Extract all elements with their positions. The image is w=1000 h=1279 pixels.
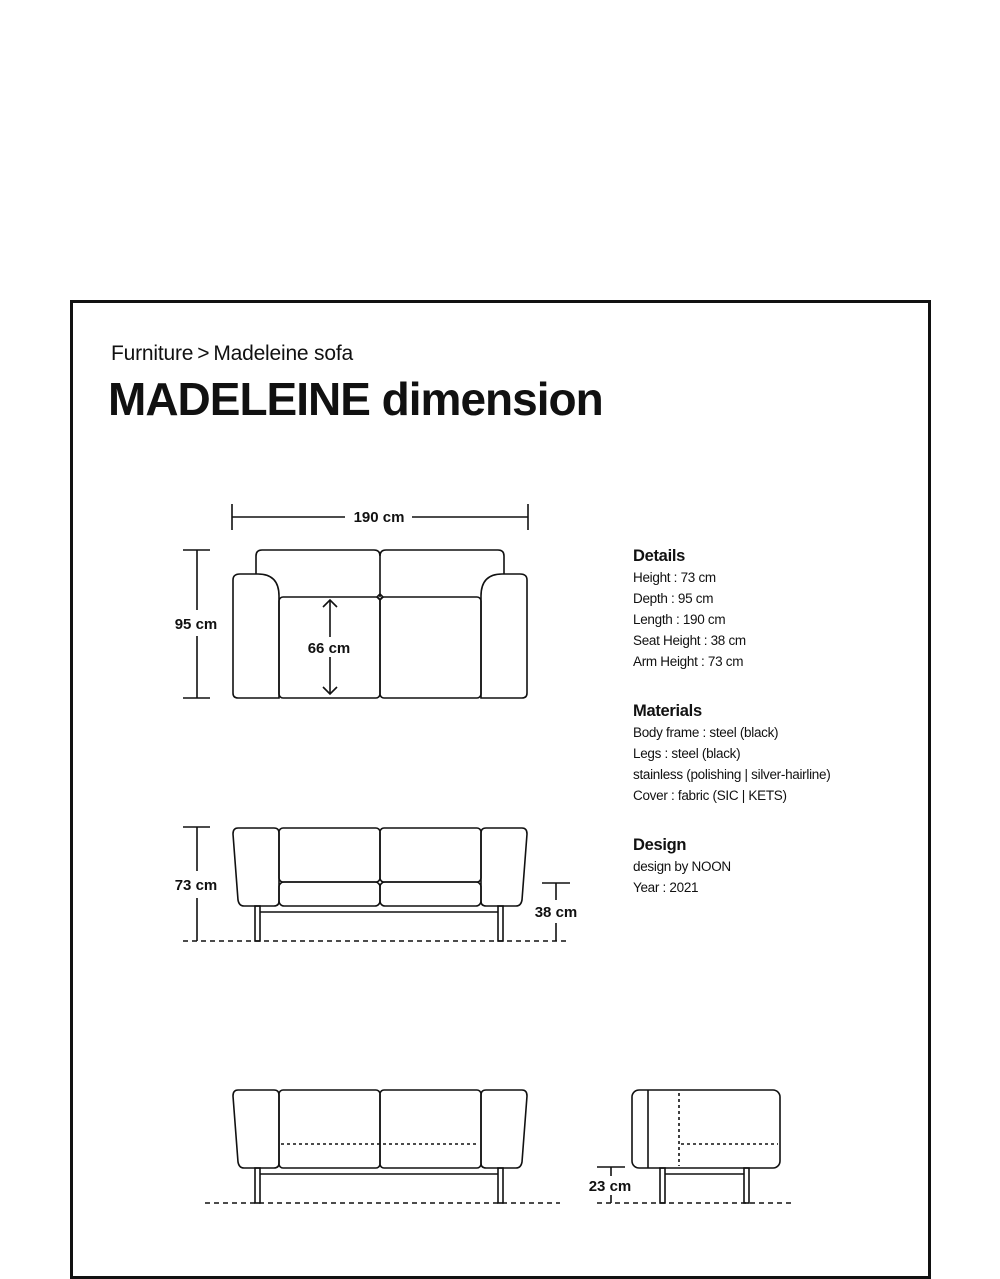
- page-title: MADELEINE dimension: [108, 373, 603, 425]
- front-arm-left: [233, 828, 279, 906]
- breadcrumb-product[interactable]: Madeleine sofa: [213, 342, 353, 365]
- top-arm-left: [233, 574, 279, 698]
- top-seat-cushion-right: [380, 597, 481, 698]
- detail-seat-height: Seat Height : 38 cm: [633, 633, 746, 648]
- breadcrumb-separator: >: [197, 342, 210, 365]
- back-panel-right: [380, 1090, 481, 1168]
- top-back-cushion-right: [380, 550, 504, 574]
- front-back-cushion-right: [380, 828, 481, 882]
- front-leg-left: [255, 906, 260, 941]
- materials-section: [633, 701, 830, 806]
- back-arm-right: [481, 1090, 527, 1168]
- top-arm-right: [481, 574, 527, 698]
- design-year: Year : 2021: [633, 880, 699, 895]
- front-back-cushion-left: [279, 828, 380, 882]
- materials-heading: Materials: [633, 702, 702, 720]
- material-cover: Cover : fabric (SIC | KETS): [633, 788, 787, 803]
- material-body-frame: Body frame : steel (black): [633, 725, 779, 740]
- side-leg-front: [660, 1168, 665, 1203]
- top-view-drawing: [183, 504, 528, 698]
- dimension-depth-label: 95 cm: [174, 616, 218, 633]
- back-panel-left: [279, 1090, 380, 1168]
- detail-depth: Depth : 95 cm: [633, 591, 714, 606]
- details-section: [633, 546, 746, 672]
- front-seat-cushion-left: [279, 882, 380, 906]
- front-view-drawing: [183, 827, 570, 941]
- back-leg-left: [255, 1168, 260, 1203]
- dimension-length-label: 190 cm: [353, 509, 405, 526]
- dimension-height-label: 73 cm: [174, 877, 218, 894]
- design-designer: design by NOON: [633, 859, 731, 874]
- side-leg-back: [744, 1168, 749, 1203]
- design-section: [633, 835, 731, 898]
- back-view-drawing: [205, 1090, 560, 1203]
- back-leg-right: [498, 1168, 503, 1203]
- front-seat-cushion-right: [380, 882, 481, 906]
- dimension-leg-height-label: 23 cm: [588, 1178, 632, 1195]
- material-legs: Legs : steel (black): [633, 746, 741, 761]
- dimension-seat-depth-label: 66 cm: [307, 640, 351, 657]
- front-leg-right: [498, 906, 503, 941]
- side-body: [632, 1090, 780, 1168]
- front-arm-right: [481, 828, 527, 906]
- detail-length: Length : 190 cm: [633, 612, 726, 627]
- design-heading: Design: [633, 836, 687, 854]
- material-stainless: stainless (polishing | silver-hairline): [633, 767, 831, 782]
- detail-arm-height: Arm Height : 73 cm: [633, 654, 744, 669]
- detail-height: Height : 73 cm: [633, 570, 716, 585]
- back-arm-left: [233, 1090, 279, 1168]
- dimension-seat-height-label: 38 cm: [534, 904, 578, 921]
- details-heading: Details: [633, 547, 686, 565]
- top-back-cushion-left: [256, 550, 380, 597]
- breadcrumb-category[interactable]: Furniture: [111, 342, 194, 365]
